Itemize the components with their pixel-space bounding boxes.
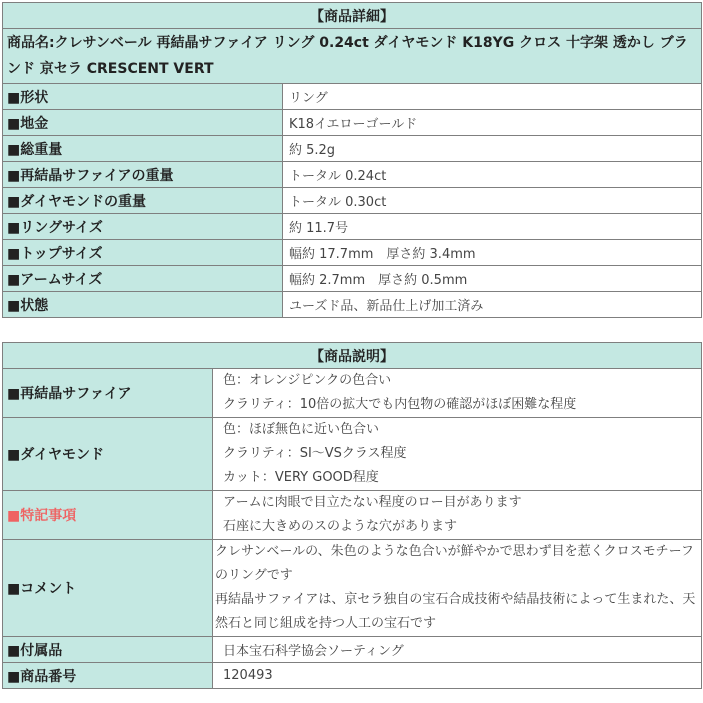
desc-row-accessory <box>3 637 702 663</box>
desc-label-item-number: ■商品番号 <box>3 663 213 689</box>
sapphire-clarity-line: クラリティ：10倍の拡大でも内包物の確認がほぼ困難な程度 <box>223 397 577 412</box>
desc-row-diamond <box>3 418 702 491</box>
description-heading: 【商品説明】 <box>3 343 702 369</box>
spec-row-sapphire-weight <box>3 162 702 188</box>
product-name-row <box>3 29 702 84</box>
spec-value-total-weight: 約 5.2g <box>283 136 702 162</box>
spec-label-metal: ■地金 <box>3 110 283 136</box>
spec-row-arm-size <box>3 266 702 292</box>
desc-label-diamond: ■ダイヤモンド <box>3 418 213 491</box>
spec-label-top-size: ■トップサイズ <box>3 240 283 266</box>
comment-line: クレサンベールの、朱色のような色合いが鮮やかで思わず目を惹くクロスモチーフのリングです <box>215 544 694 583</box>
special-note-line: 石座に大きめのスのような穴があります <box>223 519 458 534</box>
desc-value-sapphire <box>213 369 702 418</box>
product-name: 商品名:クレサンベール 再結晶サファイア リング 0.24ct ダイヤモンド K18YG クロス 十字架 透かし ブランド 京セラ CRESCENT VERT <box>3 29 702 84</box>
spec-row-shape <box>3 84 702 110</box>
spec-label-condition: ■状態 <box>3 292 283 318</box>
diamond-clarity-line: クラリティ：SI～VSクラス程度 <box>223 446 407 461</box>
desc-label-special-notes: ■特記事項 <box>3 491 213 540</box>
spec-label-diamond-weight: ■ダイヤモンドの重量 <box>3 188 283 214</box>
desc-value-accessory: 日本宝石科学協会ソーティング <box>213 637 702 663</box>
spec-row-top-size <box>3 240 702 266</box>
spec-value-condition: ユーズド品、新品仕上げ加工済み <box>283 292 702 318</box>
spec-row-condition <box>3 292 702 318</box>
product-details-table <box>2 2 702 318</box>
desc-row-comment <box>3 540 702 637</box>
diamond-color-line: 色：ほぼ無色に近い色合い <box>223 422 380 437</box>
spec-value-top-size: 幅約 17.7mm 厚さ約 3.4mm <box>283 240 702 266</box>
desc-value-diamond <box>213 418 702 491</box>
desc-row-item-number <box>3 663 702 689</box>
product-description-table <box>2 342 702 689</box>
desc-value-item-number: 120493 <box>213 663 702 689</box>
details-heading: 【商品詳細】 <box>3 3 702 29</box>
sapphire-color-line: 色：オレンジピンクの色合い <box>223 373 392 388</box>
spec-value-ring-size: 約 11.7号 <box>283 214 702 240</box>
desc-value-special-notes <box>213 491 702 540</box>
spec-value-diamond-weight: トータル 0.30ct <box>283 188 702 214</box>
desc-label-comment: ■コメント <box>3 540 213 637</box>
spec-row-total-weight <box>3 136 702 162</box>
desc-row-sapphire <box>3 369 702 418</box>
spec-label-arm-size: ■アームサイズ <box>3 266 283 292</box>
description-heading-row <box>3 343 702 369</box>
spec-label-sapphire-weight: ■再結晶サファイアの重量 <box>3 162 283 188</box>
spec-label-shape: ■形状 <box>3 84 283 110</box>
spec-value-shape: リング <box>283 84 702 110</box>
details-heading-row <box>3 3 702 29</box>
spec-value-metal: K18イエローゴールド <box>283 110 702 136</box>
desc-label-sapphire: ■再結晶サファイア <box>3 369 213 418</box>
spec-label-total-weight: ■総重量 <box>3 136 283 162</box>
desc-label-accessory: ■付属品 <box>3 637 213 663</box>
desc-row-special <box>3 491 702 540</box>
spec-value-sapphire-weight: トータル 0.24ct <box>283 162 702 188</box>
special-note-line: アームに肉眼で目立たない程度のロー目があります <box>223 495 522 510</box>
spec-row-diamond-weight <box>3 188 702 214</box>
spec-row-ring-size <box>3 214 702 240</box>
diamond-cut-line: カット：VERY GOOD程度 <box>223 470 379 485</box>
desc-value-comment <box>213 540 702 637</box>
spec-value-arm-size: 幅約 2.7mm 厚さ約 0.5mm <box>283 266 702 292</box>
spec-row-metal <box>3 110 702 136</box>
comment-line: 再結晶サファイアは、京セラ独自の宝石合成技術や結晶技術によって生まれた、天然石と同じ組成を持つ人工の宝石です <box>215 592 696 631</box>
spec-label-ring-size: ■リングサイズ <box>3 214 283 240</box>
